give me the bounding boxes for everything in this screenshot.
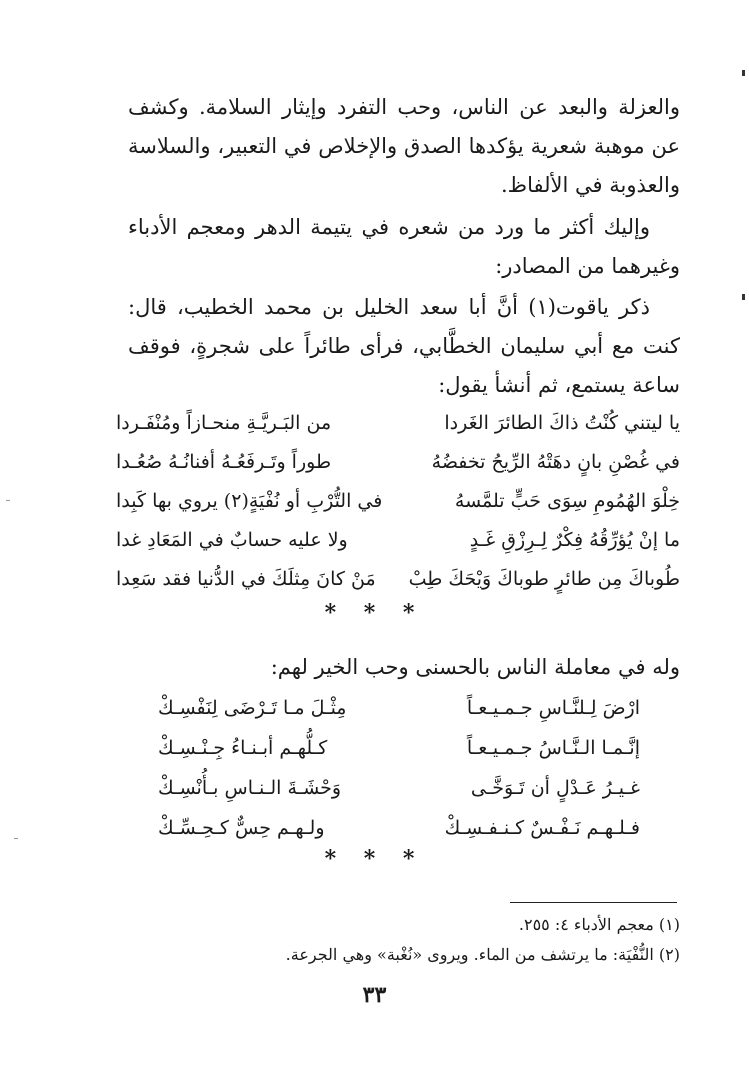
footnote-divider bbox=[510, 902, 677, 903]
verse-first-hemistich: يا ليتني كُنْتُ ذاكَ الطائرَ الغَردا bbox=[444, 412, 680, 434]
verse-second-hemistich: مِثْـلَ مـا تَـرْضَى لِنَفْسِـكْ bbox=[158, 697, 347, 719]
verse-first-hemistich: ما إنْ يُؤرِّقُهُ فِكْرٌ لِـرِزْقِ غَـدٍ bbox=[469, 529, 680, 551]
poem-1 bbox=[116, 404, 680, 599]
verse-line bbox=[116, 482, 680, 521]
paragraph-text: وإليك أكثر ما ورد من شعره في يتيمة الدهر ومعجم الأدباء وغيرهما من المصادر: bbox=[128, 215, 680, 278]
verse-second-hemistich: ولا عليه حسابٌ في المَعَادِ غدا bbox=[116, 529, 348, 551]
verse-second-hemistich: من البَـريَّـةِ منحـازاً ومُنْفَـردا bbox=[116, 412, 332, 434]
verse-line bbox=[116, 560, 680, 599]
verse-second-hemistich: وَحْشَـةَ الـنـاسِ بـأُنْسِـكْ bbox=[158, 777, 342, 799]
verse-line bbox=[158, 768, 640, 808]
verse-first-hemistich: خِلْوَ الهُمُومِ سِوَى حَبٍّ تلمَّسهُ bbox=[454, 490, 680, 512]
verse-line bbox=[116, 521, 680, 560]
poem-2-intro bbox=[128, 648, 680, 687]
verse-line bbox=[116, 404, 680, 443]
paragraph-3 bbox=[128, 288, 680, 405]
verse-second-hemistich: في التُّرْبِ أو نُفْيَةٍ(٢) يروي بها كَبِدا bbox=[116, 490, 383, 512]
paragraph-1 bbox=[128, 88, 680, 205]
verse-second-hemistich: مَنْ كانَ مِثلَكَ في الدُّنيا فقد سَعِدا bbox=[116, 568, 376, 590]
verse-first-hemistich: في غُصْنِ بانٍ دهَتْهُ الرِّيحُ تخفضُهُ bbox=[431, 451, 680, 473]
footnote-1: (١) معجم الأدباء ٤: ٢٥٥. bbox=[518, 915, 680, 934]
section-separator: * * * bbox=[324, 600, 425, 626]
verse-first-hemistich: ارْضَ لِـلنَّـاسِ جـمـيـعـاً bbox=[466, 697, 640, 719]
page-number: ٣٣ bbox=[362, 982, 387, 1008]
verse-first-hemistich: إنَّـمـا الـنَّـاسُ جـمـيـعـاً bbox=[466, 737, 640, 759]
poem-2 bbox=[158, 688, 640, 848]
paragraph-text: وله في معاملة الناس بالحسنى وحب الخير لهم: bbox=[270, 655, 680, 679]
scan-tick bbox=[14, 838, 18, 839]
verse-line bbox=[158, 688, 640, 728]
section-separator: * * * bbox=[324, 846, 425, 872]
paragraph-text: ذكر ياقوت(١) أنَّ أبا سعد الخليل بن محمد الخطيب، قال: كنت مع أبي سليمان الخطَّابي، فرأى طائراً على شجرةٍ، فوقف ساعة يستمع، ثم أنشأ يقول: bbox=[128, 295, 680, 397]
verse-second-hemistich: كـلُّهـم أبـنـاءُ جِـنْـسِـكْ bbox=[158, 737, 328, 759]
scan-mark bbox=[742, 294, 745, 300]
scan-mark bbox=[742, 70, 745, 76]
verse-line bbox=[158, 728, 640, 768]
verse-first-hemistich: فـلـهـم نَـفْـسٌ كـنـفـسِـكْ bbox=[444, 817, 640, 839]
footnote-2: (٢) النُّفْيَة: ما يرتشف من الماء. ويروى «نُغْبة» وهي الجرعة. bbox=[285, 945, 680, 964]
paragraph-2 bbox=[128, 208, 680, 286]
verse-second-hemistich: طوراً وتَـرفَعُـهُ أفنانُـهُ صُعُـدا bbox=[116, 451, 332, 473]
footnotes bbox=[200, 910, 680, 970]
verse-line bbox=[158, 808, 640, 848]
verse-line bbox=[116, 443, 680, 482]
paragraph-text: والعزلة والبعد عن الناس، وحب التفرد وإيثار السلامة. وكشف عن موهبة شعرية يؤكدها الصدق والإخلاص في التعبير، والسلاسة والعذوبة في الألفاظ. bbox=[128, 95, 680, 197]
verse-first-hemistich: طُوباكَ مِن طائرٍ طوباكَ وَيْحَكَ طِبْ bbox=[408, 568, 680, 590]
scan-tick bbox=[6, 500, 10, 501]
verse-first-hemistich: غـيـرُ عَـدْلٍ أن تَـوَخَّـى bbox=[470, 777, 640, 799]
verse-second-hemistich: ولـهـم حِسٌّ كـحِـسِّـكْ bbox=[158, 817, 325, 839]
